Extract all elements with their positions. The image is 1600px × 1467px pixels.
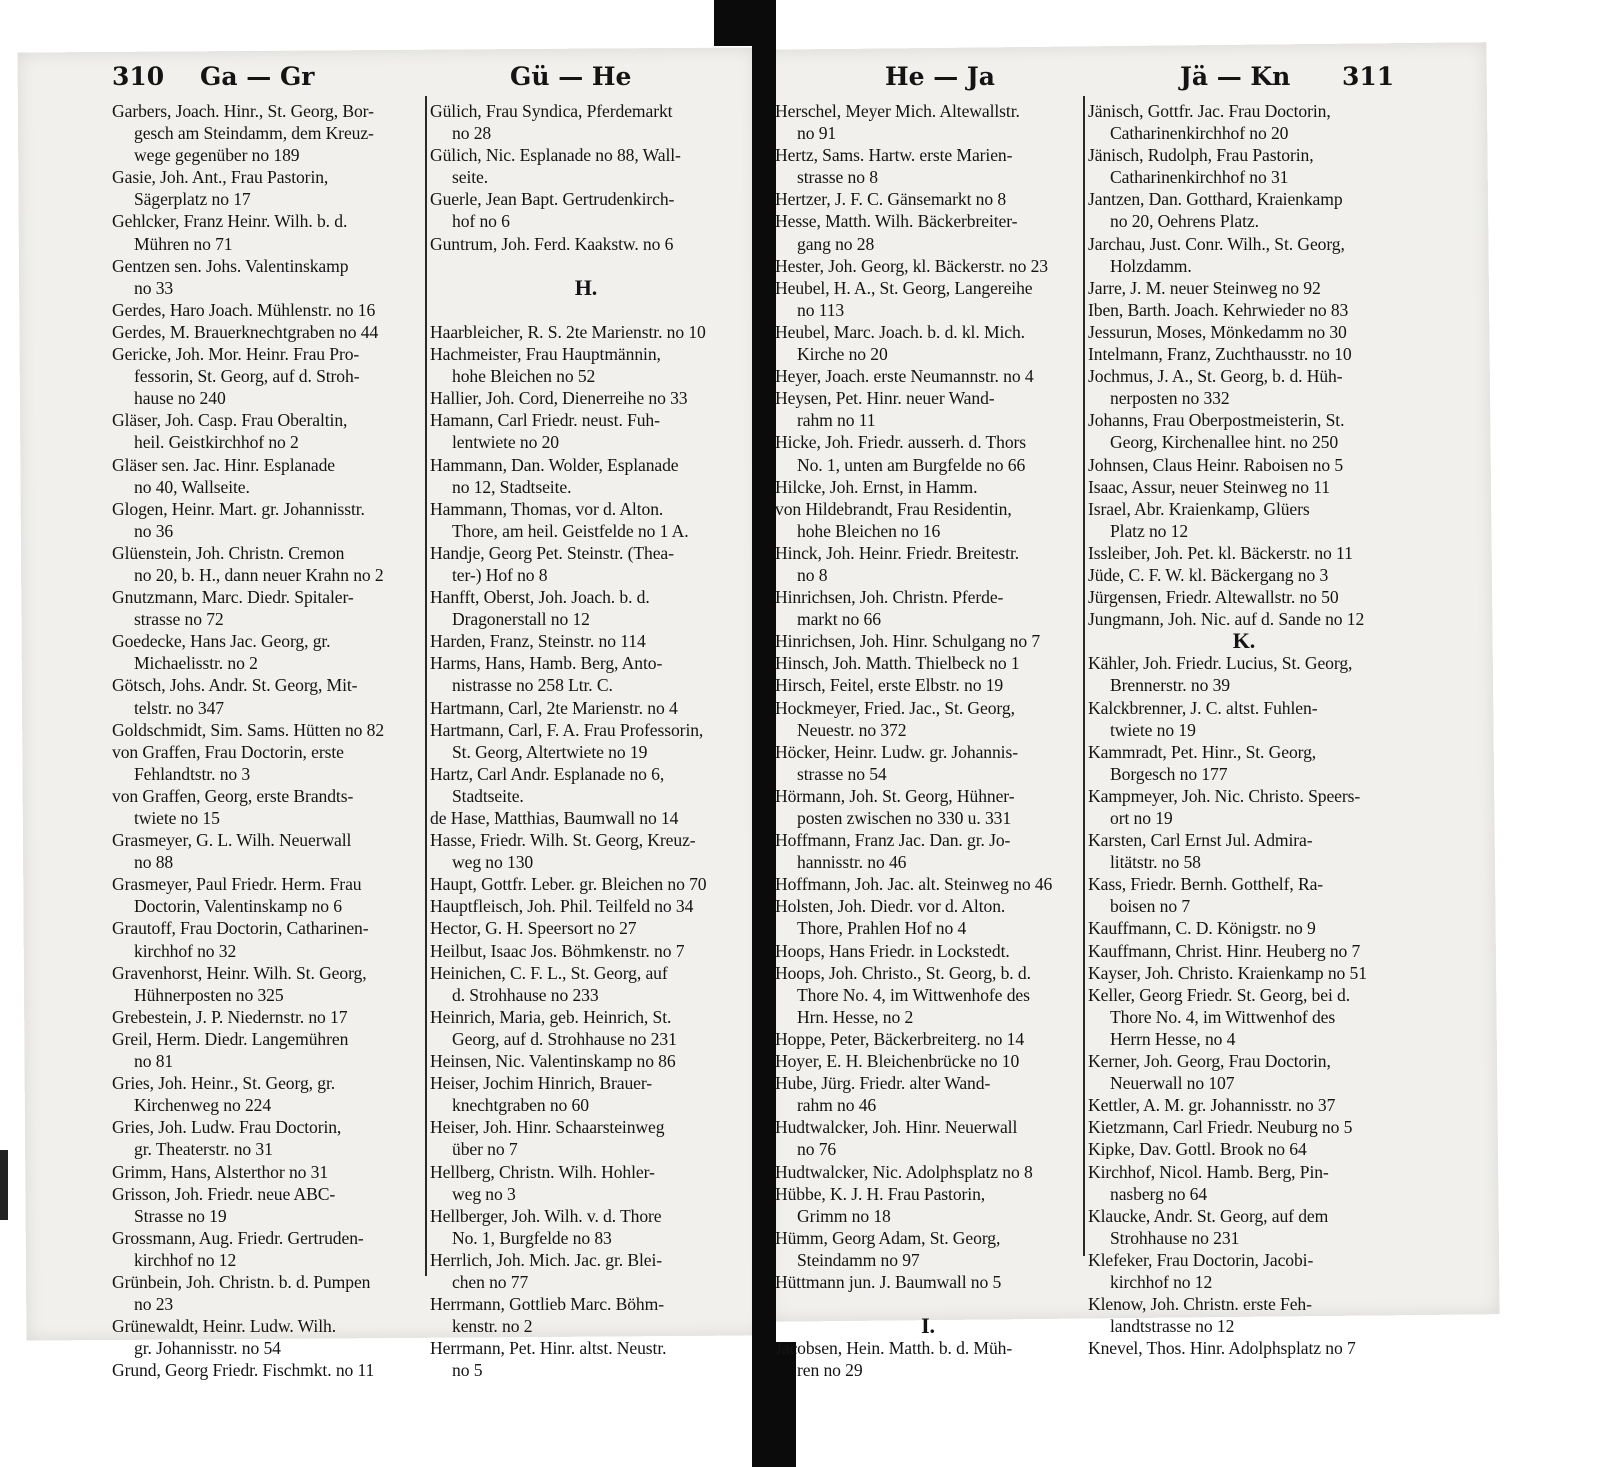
- directory-entry-line: no 40, Wallseite.: [134, 476, 250, 497]
- directory-entry-line: no 28: [452, 123, 492, 144]
- directory-entry-line: nasberg no 64: [1110, 1183, 1208, 1204]
- directory-entry-line: Glüenstein, Joh. Christn. Cremon: [112, 542, 345, 563]
- directory-entry-line: kirchhof no 32: [134, 940, 237, 961]
- directory-entry-line: kirchhof no 12: [134, 1249, 237, 1270]
- blank-line: [430, 255, 742, 277]
- directory-entry-line: Hoops, Hans Friedr. in Lockstedt.: [775, 940, 1010, 961]
- directory-entry-line: Hartmann, Carl, 2te Marienstr. no 4: [430, 697, 678, 718]
- directory-entry-line: Gravenhorst, Heinr. Wilh. St. Georg,: [112, 962, 367, 983]
- directory-entry-line: Gülich, Nic. Esplanade no 88, Wall-: [430, 145, 681, 166]
- directory-entry-line: hohe Bleichen no 16: [797, 520, 941, 541]
- directory-entry-line: lentwiete no 20: [452, 432, 559, 453]
- directory-entry-line: Issleiber, Joh. Pet. kl. Bäckerstr. no 11: [1088, 542, 1353, 563]
- directory-entry-line: Grünewaldt, Heinr. Ludw. Wilh.: [112, 1316, 336, 1337]
- directory-entry-line: Grebestein, J. P. Niedernstr. no 17: [112, 1006, 348, 1027]
- directory-entry-line: ter-) Hof no 8: [452, 564, 548, 585]
- directory-entry-line: Kirchhof, Nicol. Hamb. Berg, Pin-: [1088, 1161, 1329, 1182]
- directory-entry-line: Heiser, Joh. Hinr. Schaarsteinweg: [430, 1117, 665, 1138]
- directory-entry-line: seite.: [452, 167, 489, 188]
- directory-entry-line: Kerner, Joh. Georg, Frau Doctorin,: [1088, 1051, 1331, 1072]
- directory-entry-line: Jarre, J. M. neuer Steinweg no 92: [1088, 277, 1321, 298]
- directory-entry-line: Klenow, Joh. Christn. erste Feh-: [1088, 1294, 1312, 1315]
- directory-entry-line: Hoyer, E. H. Bleichenbrücke no 10: [775, 1051, 1020, 1072]
- right-column-divider: [1083, 96, 1085, 1256]
- directory-entry-line: Grossmann, Aug. Friedr. Gertruden-: [112, 1227, 364, 1248]
- directory-entry-line: Hube, Jürg. Friedr. alter Wand-: [775, 1073, 991, 1094]
- directory-entry-line: no 81: [134, 1051, 174, 1072]
- directory-entry-line: Borgesch no 177: [1110, 763, 1228, 784]
- directory-entry-line: Garbers, Joach. Hinr., St. Georg, Bor-: [112, 101, 374, 121]
- directory-entry-line: Hudtwalcker, Nic. Adolphsplatz no 8: [775, 1161, 1033, 1182]
- scan-edge-mark: [0, 1150, 8, 1220]
- directory-entry-line: Gentzen sen. Johs. Valentinskamp: [112, 255, 349, 276]
- directory-entry-line: landtstrasse no 12: [1110, 1316, 1235, 1337]
- directory-entry-line: Klaucke, Andr. St. Georg, auf dem: [1088, 1205, 1329, 1226]
- directory-entry-line: Hector, G. H. Speersort no 27: [430, 918, 637, 939]
- directory-entry-line: Strasse no 19: [134, 1205, 227, 1226]
- directory-entry-line: Strohhause no 231: [1110, 1227, 1240, 1248]
- directory-entry-line: Hasse, Friedr. Wilh. St. Georg, Kreuz-: [430, 830, 696, 851]
- directory-entry-line: no 20, Oehrens Platz.: [1110, 211, 1259, 232]
- directory-entry-line: von Hildebrandt, Frau Residentin,: [775, 498, 1012, 519]
- directory-entry-line: strasse no 54: [797, 763, 887, 784]
- directory-entry-line: Heinichen, C. F. L., St. Georg, auf: [430, 962, 668, 983]
- directory-entry-line: Grimm, Hans, Alsterthor no 31: [112, 1161, 329, 1182]
- directory-column-2: [430, 100, 742, 1381]
- directory-entry-line: Thore, Prahlen Hof no 4: [797, 918, 967, 939]
- directory-entry-line: Haupt, Gottfr. Leber. gr. Bleichen no 70: [430, 874, 707, 895]
- directory-entry-line: Haarbleicher, R. S. 2te Marienstr. no 10: [430, 321, 706, 342]
- left-header-range-right: Gü — He: [510, 62, 632, 91]
- directory-entry-line: Hrn. Hesse, no 2: [797, 1006, 914, 1027]
- directory-entry-line: nerposten no 332: [1110, 388, 1230, 409]
- directory-entry-line: no 8: [797, 564, 828, 585]
- directory-entry-line: hause no 240: [134, 388, 226, 409]
- directory-entry-line: Isaac, Assur, neuer Steinweg no 11: [1088, 476, 1330, 497]
- directory-entry-line: Jochmus, J. A., St. Georg, b. d. Hüh-: [1088, 366, 1343, 387]
- directory-entry-line: Hinck, Joh. Heinr. Friedr. Breitestr.: [775, 542, 1020, 563]
- directory-entry-line: Hachmeister, Frau Hauptmännin,: [430, 344, 661, 365]
- directory-entry-line: Jürgensen, Friedr. Altewallstr. no 50: [1088, 587, 1339, 608]
- directory-entry-line: Hinrichsen, Joh. Hinr. Schulgang no 7: [775, 631, 1041, 652]
- directory-entry-line: chen no 77: [452, 1271, 529, 1292]
- directory-entry-line: Hartz, Carl Andr. Esplanade no 6,: [430, 763, 665, 784]
- directory-entry-line: No. 1, Burgfelde no 83: [452, 1227, 612, 1248]
- directory-entry-line: Hammann, Thomas, vor d. Alton.: [430, 498, 664, 519]
- directory-entry-line: Greil, Herm. Diedr. Langemühren: [112, 1028, 349, 1049]
- directory-entry-line: über no 7: [452, 1139, 518, 1160]
- directory-entry-line: telstr. no 347: [134, 697, 224, 718]
- directory-entry-line: Hörmann, Joh. St. Georg, Hühner-: [775, 785, 1015, 806]
- directory-entry-line: Keller, Georg Friedr. St. Georg, bei d.: [1088, 984, 1351, 1005]
- directory-entry-line: no 20, b. H., dann neuer Krahn no 2: [134, 564, 384, 585]
- directory-entry-line: gesch am Steindamm, dem Kreuz-: [134, 123, 374, 144]
- directory-entry-line: Heinsen, Nic. Valentinskamp no 86: [430, 1051, 676, 1072]
- directory-column-3: [775, 100, 1081, 1381]
- directory-entry-line: Kettler, A. M. gr. Johannisstr. no 37: [1088, 1095, 1336, 1116]
- directory-entry-line: von Graffen, Georg, erste Brandts-: [112, 785, 354, 806]
- directory-entry-line: Klefeker, Frau Doctorin, Jacobi-: [1088, 1249, 1314, 1270]
- directory-entry-line: Handje, Georg Pet. Steinstr. (Thea-: [430, 542, 674, 563]
- directory-entry-line: Jessurun, Moses, Mönkedamm no 30: [1088, 321, 1347, 342]
- directory-entry-line: gang no 28: [797, 233, 875, 254]
- directory-entry-line: Kauffmann, C. D. Königstr. no 9: [1088, 918, 1316, 939]
- directory-entry-line: strasse no 8: [797, 167, 878, 188]
- directory-entry-line: Holzdamm.: [1110, 255, 1192, 276]
- directory-entry-line: Jantzen, Dan. Gotthard, Kraienkamp: [1088, 189, 1343, 210]
- directory-entry-line: No. 1, unten am Burgfelde no 66: [797, 454, 1026, 475]
- directory-entry-line: Hammann, Dan. Wolder, Esplanade: [430, 454, 679, 475]
- directory-entry-line: no 76: [797, 1139, 837, 1160]
- directory-entry-line: Michaelisstr. no 2: [134, 653, 258, 674]
- directory-entry-line: Jacobsen, Hein. Matth. b. d. Müh-: [775, 1338, 1013, 1359]
- directory-entry-line: Grünbein, Joh. Christn. b. d. Pumpen: [112, 1271, 371, 1292]
- left-page-number: 310: [112, 62, 165, 91]
- blank-line: [775, 1293, 1081, 1315]
- directory-entry-line: Stadtseite.: [452, 785, 524, 806]
- directory-entry-line: no 33: [134, 277, 174, 298]
- directory-entry-line: Kirchenweg no 224: [134, 1095, 272, 1116]
- directory-entry-line: Kammradt, Pet. Hinr., St. Georg,: [1088, 741, 1317, 762]
- directory-entry-line: no 12, Stadtseite.: [452, 476, 572, 497]
- directory-entry-line: Gerdes, M. Brauerknechtgraben no 44: [112, 321, 379, 342]
- directory-entry-line: Catharinenkirchhof no 20: [1110, 123, 1289, 144]
- directory-entry-line: Heubel, H. A., St. Georg, Langereihe: [775, 277, 1033, 298]
- directory-entry-line: no 113: [797, 299, 845, 320]
- directory-entry-line: wege gegenüber no 189: [134, 145, 300, 166]
- directory-entry-line: Herrmann, Gottlieb Marc. Böhm-: [430, 1294, 664, 1315]
- directory-entry-line: Mühren no 71: [134, 233, 233, 254]
- directory-entry-line: Hoppe, Peter, Bäckerbreiterg. no 14: [775, 1028, 1025, 1049]
- directory-entry-line: Kähler, Joh. Friedr. Lucius, St. Georg,: [1088, 653, 1353, 674]
- directory-entry-line: strasse no 72: [134, 609, 224, 630]
- directory-entry-line: Heiser, Jochim Hinrich, Brauer-: [430, 1073, 653, 1094]
- directory-entry-line: kirchhof no 12: [1110, 1271, 1213, 1292]
- directory-entry-line: Grasmeyer, Paul Friedr. Herm. Frau: [112, 874, 362, 895]
- directory-entry-line: Kipke, Dav. Gottl. Brook no 64: [1088, 1139, 1307, 1160]
- section-letter-heading: I.: [921, 1315, 935, 1338]
- directory-entry-line: Gläser, Joh. Casp. Frau Oberaltin,: [112, 410, 348, 431]
- directory-entry-line: Steindamm no 97: [797, 1249, 920, 1270]
- directory-entry-line: Holsten, Joh. Diedr. vor d. Alton.: [775, 896, 1006, 917]
- directory-entry-line: posten zwischen no 330 u. 331: [797, 808, 1012, 828]
- directory-entry-line: Jüde, C. F. W. kl. Bäckergang no 3: [1088, 564, 1329, 585]
- directory-entry-line: Hüttmann jun. J. Baumwall no 5: [775, 1271, 1002, 1292]
- directory-entry-line: Hamann, Carl Friedr. neust. Fuh-: [430, 410, 660, 431]
- directory-entry-line: no 88: [134, 852, 174, 873]
- directory-entry-line: hohe Bleichen no 52: [452, 366, 596, 387]
- section-letter-heading: H.: [574, 276, 598, 299]
- left-header-range-left: Ga — Gr: [200, 62, 315, 91]
- directory-entry-line: Georg, auf d. Strohhause no 231: [452, 1028, 677, 1049]
- directory-entry-line: d. Strohhause no 233: [452, 984, 599, 1005]
- directory-entry-line: rahm no 46: [797, 1095, 877, 1116]
- directory-entry-line: no 91: [797, 123, 837, 144]
- directory-entry-line: Knevel, Thos. Hinr. Adolphsplatz no 7: [1088, 1338, 1356, 1359]
- directory-entry-line: hannisstr. no 46: [797, 852, 907, 873]
- directory-entry-line: no 23: [134, 1294, 174, 1315]
- directory-entry-line: Herschel, Meyer Mich. Altewallstr.: [775, 101, 1020, 121]
- directory-column-1: [112, 100, 420, 1381]
- directory-entry-line: Goedecke, Hans Jac. Georg, gr.: [112, 631, 331, 652]
- directory-entry-line: Gläser sen. Jac. Hinr. Esplanade: [112, 454, 336, 475]
- directory-entry-line: Jungmann, Joh. Nic. auf d. Sande no 12: [1088, 609, 1365, 630]
- directory-entry-line: Neuerwall no 107: [1110, 1073, 1235, 1094]
- section-letter-heading: K.: [1232, 630, 1256, 653]
- directory-entry-line: Johnsen, Claus Heinr. Raboisen no 5: [1088, 454, 1344, 475]
- directory-entry-line: Hockmeyer, Fried. Jac., St. Georg,: [775, 697, 1015, 718]
- directory-entry-line: Guntrum, Joh. Ferd. Kaakstw. no 6: [430, 233, 674, 254]
- directory-entry-line: litätstr. no 58: [1110, 852, 1201, 873]
- directory-entry-line: Hinsch, Joh. Matth. Thielbeck no 1: [775, 653, 1020, 674]
- directory-entry-line: gr. Johannisstr. no 54: [134, 1338, 281, 1359]
- directory-entry-line: twiete no 19: [1110, 719, 1196, 740]
- directory-entry-line: Hauptfleisch, Joh. Phil. Teilfeld no 34: [430, 896, 694, 917]
- directory-entry-line: St. Georg, Altertwiete no 19: [452, 741, 648, 762]
- directory-entry-line: Thore No. 4, im Wittwenhofe des: [797, 984, 1030, 1005]
- directory-entry-line: Kass, Friedr. Bernh. Gotthelf, Ra-: [1088, 874, 1324, 895]
- directory-entry-line: Hühnerposten no 325: [134, 984, 284, 1005]
- directory-entry-line: Gries, Joh. Heinr., St. Georg, gr.: [112, 1073, 336, 1094]
- directory-entry-line: gr. Theaterstr. no 31: [134, 1139, 273, 1160]
- directory-entry-line: Gasie, Joh. Ant., Frau Pastorin,: [112, 167, 329, 188]
- directory-entry-line: weg no 3: [452, 1183, 516, 1204]
- directory-entry-line: markt no 66: [797, 609, 881, 630]
- directory-entry-line: Georg, Kirchenallee hint. no 250: [1110, 432, 1339, 453]
- directory-entry-line: Gerdes, Haro Joach. Mühlenstr. no 16: [112, 299, 376, 320]
- directory-entry-line: Kayser, Joh. Christo. Kraienkamp no 51: [1088, 962, 1367, 983]
- directory-entry-line: Hertz, Sams. Hartw. erste Marien-: [775, 145, 1013, 166]
- directory-entry-line: Glogen, Heinr. Mart. gr. Johannisstr.: [112, 498, 365, 519]
- directory-entry-line: twiete no 15: [134, 808, 220, 828]
- directory-entry-line: Kietzmann, Carl Friedr. Neuburg no 5: [1088, 1117, 1353, 1138]
- directory-entry-line: Hoops, Joh. Christo., St. Georg, b. d.: [775, 962, 1031, 983]
- directory-entry-line: Brennerstr. no 39: [1110, 675, 1230, 696]
- directory-entry-line: Hoffmann, Franz Jac. Dan. gr. Jo-: [775, 830, 1011, 851]
- directory-entry-line: Kalckbrenner, J. C. altst. Fuhlen-: [1088, 697, 1318, 718]
- directory-entry-line: Grasmeyer, G. L. Wilh. Neuerwall: [112, 830, 352, 851]
- directory-entry-line: Doctorin, Valentinskamp no 6: [134, 896, 342, 917]
- directory-entry-line: Intelmann, Franz, Zuchthausstr. no 10: [1088, 344, 1352, 365]
- directory-entry-line: knechtgraben no 60: [452, 1095, 589, 1116]
- directory-entry-line: Thore No. 4, im Wittwenhof des: [1110, 1006, 1336, 1027]
- directory-entry-line: Kampmeyer, Joh. Nic. Christo. Speers-: [1088, 785, 1361, 806]
- directory-entry-line: Gehlcker, Franz Heinr. Wilh. b. d.: [112, 211, 348, 232]
- directory-entry-line: Karsten, Carl Ernst Jul. Admira-: [1088, 830, 1313, 851]
- right-header-range-right: Jä — Kn: [1180, 62, 1291, 91]
- directory-entry-line: Fehlandtstr. no 3: [134, 763, 251, 784]
- directory-entry-line: Grimm no 18: [797, 1205, 891, 1226]
- directory-entry-line: Hübbe, K. J. H. Frau Pastorin,: [775, 1183, 986, 1204]
- directory-entry-line: Johanns, Frau Oberpostmeisterin, St.: [1088, 410, 1345, 431]
- right-page-number: 311: [1342, 62, 1395, 91]
- right-header-range-left: He — Ja: [885, 62, 995, 91]
- directory-entry-line: Gülich, Frau Syndica, Pferdemarkt: [430, 101, 673, 121]
- directory-entry-line: Götsch, Johs. Andr. St. Georg, Mit-: [112, 675, 358, 696]
- directory-entry-line: Goldschmidt, Sim. Sams. Hütten no 82: [112, 719, 385, 740]
- directory-entry-line: Neuestr. no 372: [797, 719, 907, 740]
- directory-entry-line: Guerle, Jean Bapt. Gertrudenkirch-: [430, 189, 675, 210]
- directory-entry-line: Hicke, Joh. Friedr. ausserh. d. Thors: [775, 432, 1027, 453]
- directory-entry-line: ren no 29: [797, 1360, 863, 1381]
- directory-entry-line: Iben, Barth. Joach. Kehrwieder no 83: [1088, 299, 1349, 320]
- directory-entry-line: Hertzer, J. F. C. Gänsemarkt no 8: [775, 189, 1007, 210]
- directory-entry-line: nistrasse no 258 Ltr. C.: [452, 675, 613, 696]
- directory-entry-line: Grund, Georg Friedr. Fischmkt. no 11: [112, 1360, 375, 1381]
- directory-entry-line: Jänisch, Rudolph, Frau Pastorin,: [1088, 145, 1314, 166]
- blank-line: [430, 299, 742, 321]
- directory-entry-line: Harms, Hans, Hamb. Berg, Anto-: [430, 653, 663, 674]
- left-column-divider: [425, 96, 427, 1276]
- directory-entry-line: de Hase, Matthias, Baumwall no 14: [430, 808, 679, 828]
- directory-entry-line: Hesse, Matth. Wilh. Bäckerbreiter-: [775, 211, 1018, 232]
- directory-entry-line: Heubel, Marc. Joach. b. d. kl. Mich.: [775, 321, 1025, 342]
- directory-entry-line: Hellberg, Christn. Wilh. Hohler-: [430, 1161, 655, 1182]
- directory-entry-line: hof no 6: [452, 211, 510, 232]
- directory-entry-line: Heyer, Joach. erste Neumannstr. no 4: [775, 366, 1034, 387]
- directory-entry-line: Jänisch, Gottfr. Jac. Frau Doctorin,: [1088, 101, 1331, 121]
- book-spine: [752, 0, 776, 1467]
- directory-entry-line: Kirche no 20: [797, 344, 888, 365]
- directory-entry-line: Herrlich, Joh. Mich. Jac. gr. Blei-: [430, 1249, 663, 1270]
- directory-entry-line: weg no 130: [452, 852, 534, 873]
- directory-entry-line: Heysen, Pet. Hinr. neuer Wand-: [775, 388, 995, 409]
- directory-entry-line: Heinrich, Maria, geb. Heinrich, St.: [430, 1006, 672, 1027]
- directory-entry-line: Hellberger, Joh. Wilh. v. d. Thore: [430, 1205, 662, 1226]
- directory-entry-line: von Graffen, Frau Doctorin, erste: [112, 741, 344, 762]
- directory-entry-line: fessorin, St. Georg, auf d. Stroh-: [134, 366, 360, 387]
- directory-entry-line: Hirsch, Feitel, erste Elbstr. no 19: [775, 675, 1004, 696]
- directory-entry-line: Gericke, Joh. Mor. Heinr. Frau Pro-: [112, 344, 360, 365]
- directory-entry-line: Harden, Franz, Steinstr. no 114: [430, 631, 646, 652]
- directory-entry-line: Hester, Joh. Georg, kl. Bäckerstr. no 23: [775, 255, 1048, 276]
- directory-entry-line: Herrmann, Pet. Hinr. altst. Neustr.: [430, 1338, 667, 1359]
- directory-entry-line: Hanfft, Oberst, Joh. Joach. b. d.: [430, 587, 650, 608]
- directory-entry-line: Hallier, Joh. Cord, Dienerreihe no 33: [430, 388, 688, 409]
- directory-entry-line: Hartmann, Carl, F. A. Frau Professorin,: [430, 719, 704, 740]
- directory-entry-line: heil. Geistkirchhof no 2: [134, 432, 299, 453]
- directory-entry-line: boisen no 7: [1110, 896, 1191, 917]
- directory-entry-line: no 36: [134, 520, 174, 541]
- directory-entry-line: Thore, am heil. Geistfelde no 1 A.: [452, 520, 689, 541]
- directory-entry-line: Heilbut, Isaac Jos. Böhmkenstr. no 7: [430, 940, 685, 961]
- directory-entry-line: Höcker, Heinr. Ludw. gr. Johannis-: [775, 741, 1018, 762]
- directory-entry-line: ort no 19: [1110, 808, 1173, 828]
- directory-entry-line: Herrn Hesse, no 4: [1110, 1028, 1236, 1049]
- directory-column-4: [1088, 100, 1400, 1359]
- directory-entry-line: Jarchau, Just. Conr. Wilh., St. Georg,: [1088, 233, 1345, 254]
- directory-entry-line: Dragonerstall no 12: [452, 609, 590, 630]
- directory-entry-line: Gnutzmann, Marc. Diedr. Spitaler-: [112, 587, 354, 608]
- directory-entry-line: Grisson, Joh. Friedr. neue ABC-: [112, 1183, 336, 1204]
- directory-entry-line: Hudtwalcker, Joh. Hinr. Neuerwall: [775, 1117, 1018, 1138]
- directory-entry-line: kenstr. no 2: [452, 1316, 533, 1337]
- directory-entry-line: Hümm, Georg Adam, St. Georg,: [775, 1227, 1001, 1248]
- directory-entry-line: Grautoff, Frau Doctorin, Catharinen-: [112, 918, 369, 939]
- directory-entry-line: rahm no 11: [797, 410, 876, 431]
- directory-entry-line: Hoffmann, Joh. Jac. alt. Steinweg no 46: [775, 874, 1053, 895]
- directory-entry-line: Gries, Joh. Ludw. Frau Doctorin,: [112, 1117, 342, 1138]
- directory-entry-line: Kauffmann, Christ. Hinr. Heuberg no 7: [1088, 940, 1361, 961]
- directory-entry-line: Sägerplatz no 17: [134, 189, 251, 210]
- directory-entry-line: Israel, Abr. Kraienkamp, Glüers: [1088, 498, 1310, 519]
- directory-entry-line: Catharinenkirchhof no 31: [1110, 167, 1289, 188]
- directory-entry-line: Hilcke, Joh. Ernst, in Hamm.: [775, 476, 978, 497]
- directory-entry-line: no 5: [452, 1360, 483, 1381]
- directory-entry-line: Platz no 12: [1110, 520, 1189, 541]
- directory-entry-line: Hinrichsen, Joh. Christn. Pferde-: [775, 587, 1004, 608]
